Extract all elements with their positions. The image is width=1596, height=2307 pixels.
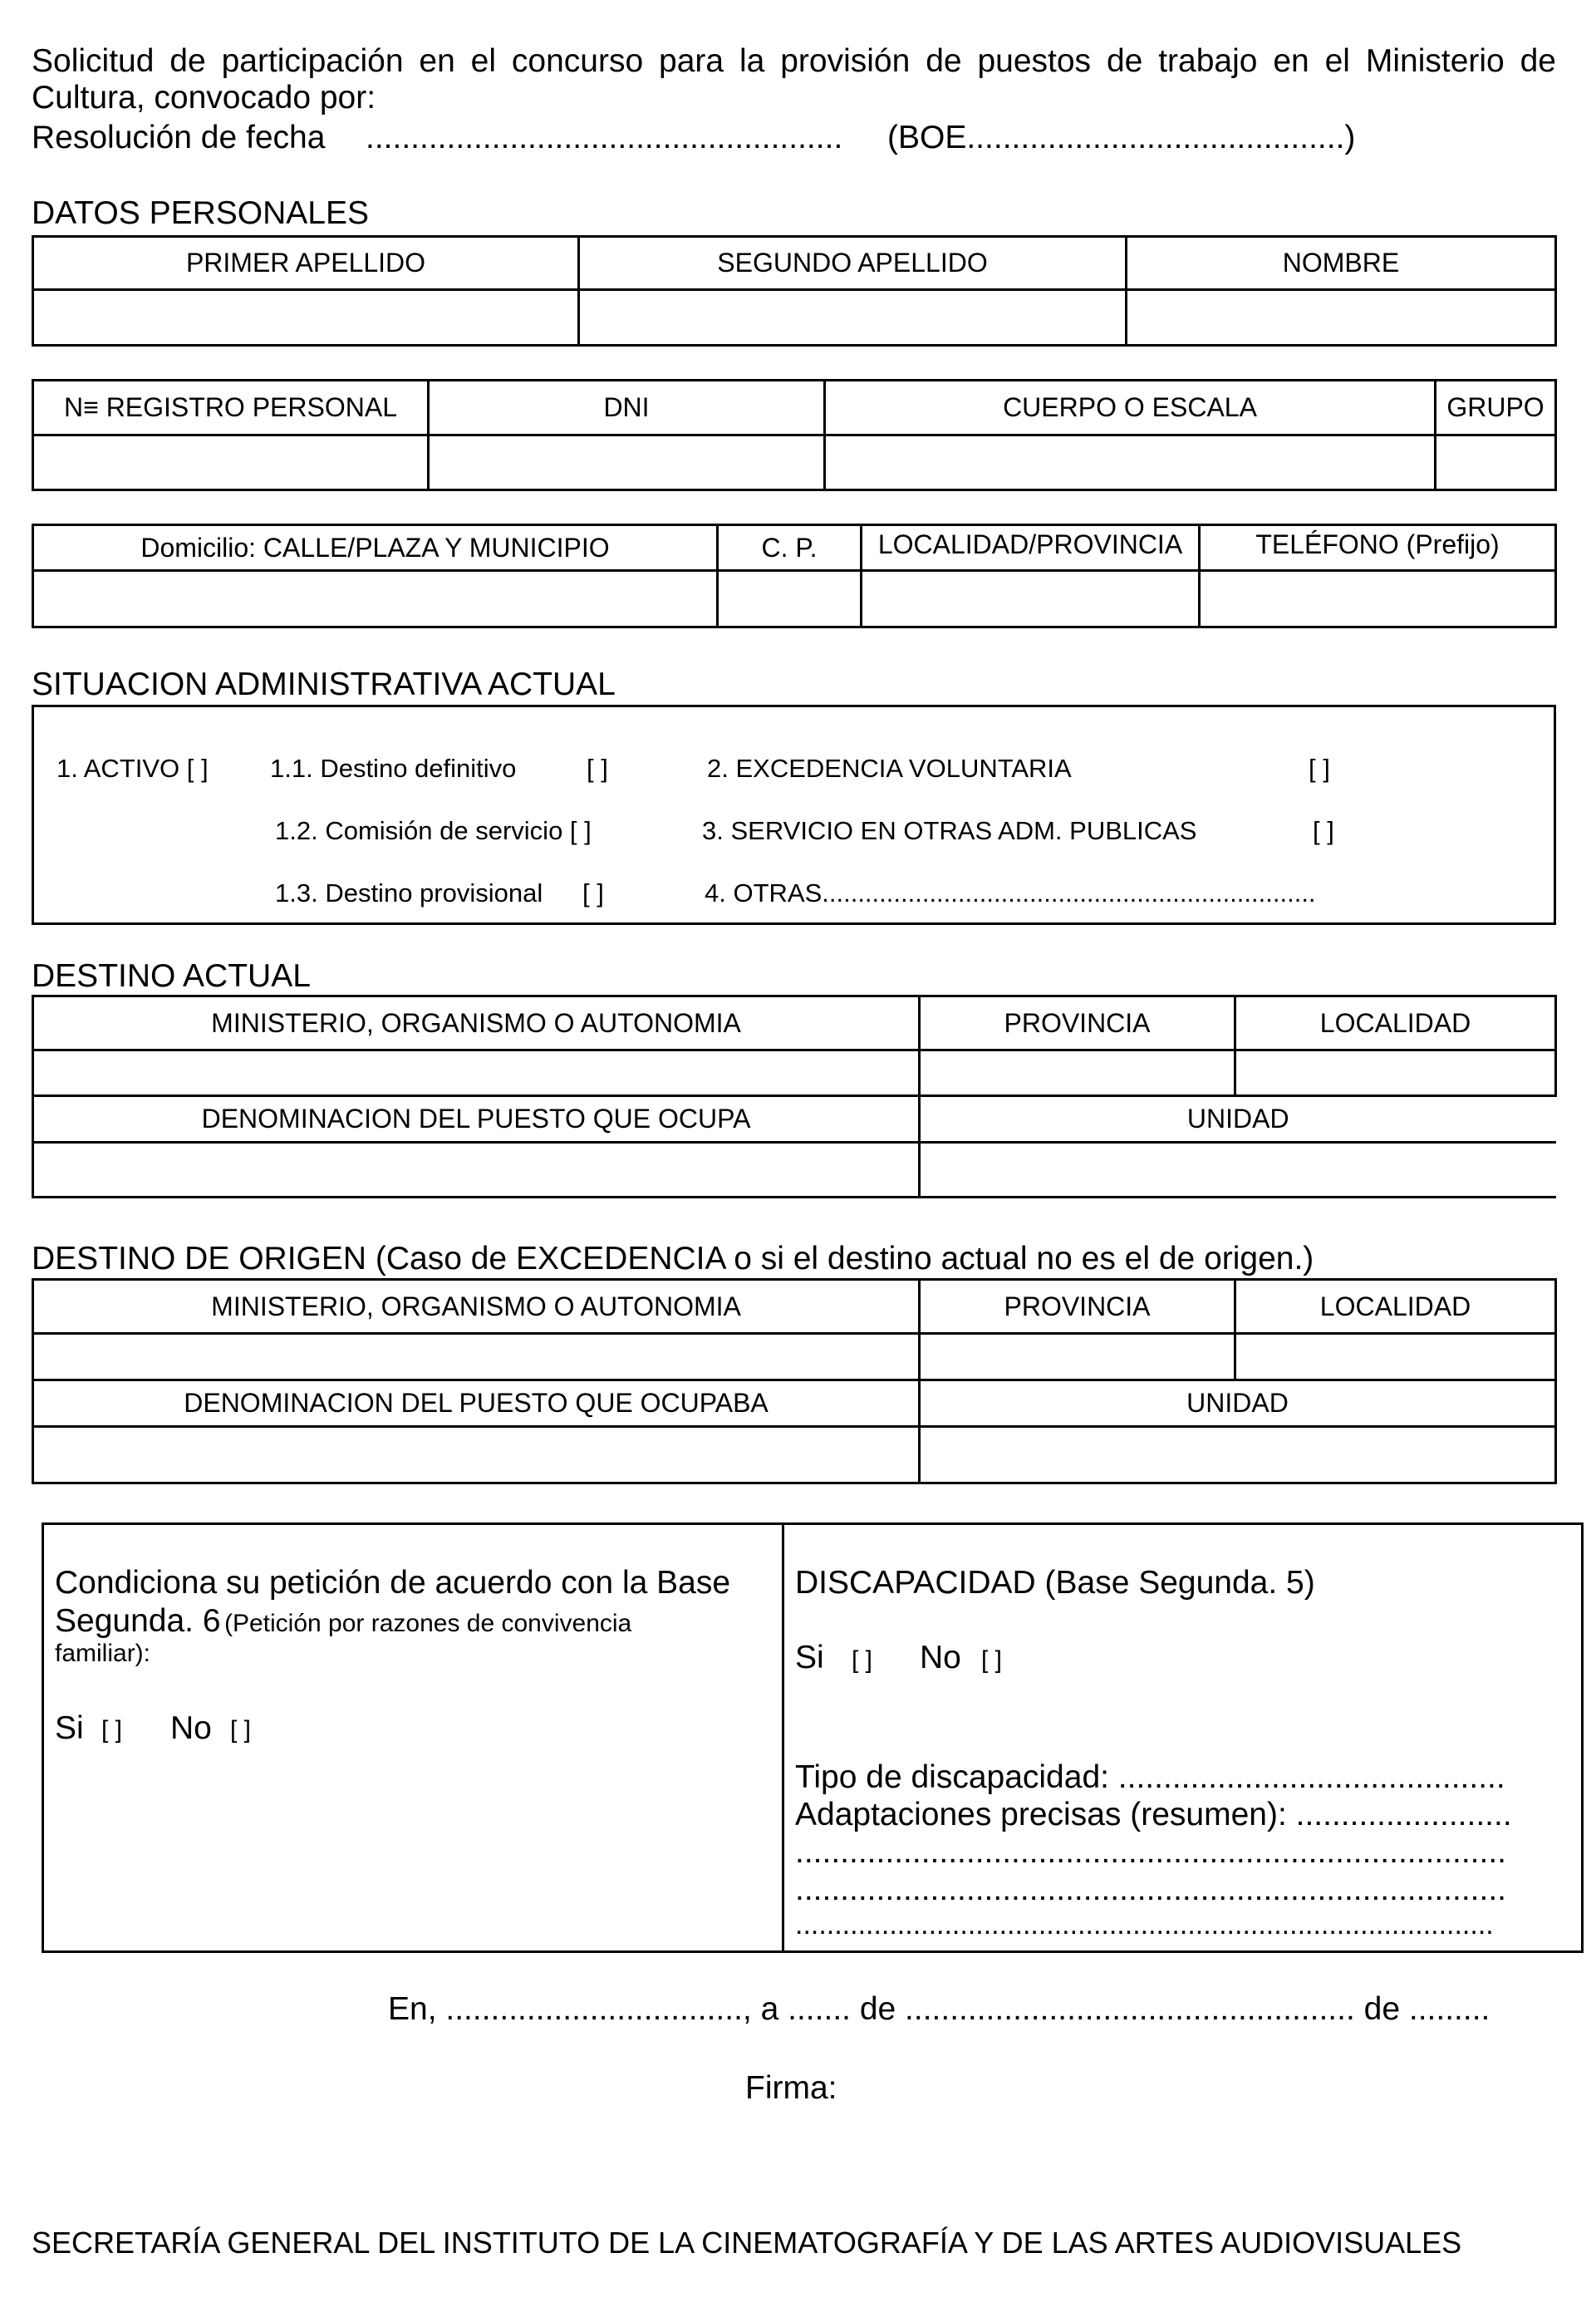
activo-option[interactable]: 1. ACTIVO [ ] (56, 754, 209, 783)
domicilio-field[interactable] (33, 571, 718, 627)
destino-provisional-checkbox[interactable]: [ ] (582, 878, 604, 908)
adaptaciones-dots-3[interactable]: ......................................................................................... (795, 1909, 1494, 1941)
registro-table (32, 379, 1557, 491)
condiciona-si-label: Si (55, 1710, 84, 1746)
domicilio-table (32, 524, 1557, 628)
primer-apellido-field[interactable] (33, 290, 579, 346)
registro-personal-header: N≡ REGISTRO PERSONAL (33, 381, 429, 435)
comision-servicio-option[interactable]: 1.2. Comisión de servicio [ ] (275, 816, 592, 845)
nombre-header: NOMBRE (1127, 237, 1556, 290)
destino-actual-title: DESTINO ACTUAL (32, 958, 311, 994)
condiciona-no-checkbox[interactable]: [ ] (230, 1716, 252, 1744)
destino-origen-title: DESTINO DE ORIGEN (Caso de EXCEDENCIA o si el destino actual no es el de origen.) (32, 1241, 1314, 1276)
cp-header: C. P. (718, 525, 862, 571)
actual-unidad-header: UNIDAD (920, 1096, 1556, 1143)
condiciona-line-3: familiar): (55, 1640, 151, 1667)
telefono-field[interactable] (1200, 571, 1556, 627)
domicilio-header: Domicilio: CALLE/PLAZA Y MUNICIPIO (33, 525, 718, 571)
origen-ministerio-header: MINISTERIO, ORGANISMO O AUTONOMIA (33, 1280, 920, 1334)
discapacidad-no-label: No (920, 1640, 961, 1675)
cuerpo-escala-header: CUERPO O ESCALA (825, 381, 1436, 435)
condiciona-note: (Petición por razones de convivencia (223, 1610, 632, 1637)
condiciona-line-2 (55, 1603, 631, 1640)
origen-denominacion-field[interactable] (33, 1427, 920, 1483)
origen-denominacion-header: DENOMINACION DEL PUESTO QUE OCUPABA (33, 1380, 920, 1427)
localidad-provincia-header: LOCALIDAD/PROVINCIA (862, 525, 1200, 571)
origen-ministerio-field[interactable] (33, 1334, 920, 1380)
condiciona-base: Segunda. 6 (55, 1603, 221, 1639)
condiciona-divider (782, 1522, 784, 1953)
actual-provincia-field[interactable] (920, 1050, 1235, 1096)
origen-localidad-field[interactable] (1235, 1334, 1556, 1380)
dni-header: DNI (429, 381, 825, 435)
otras-adm-option[interactable]: 3. SERVICIO EN OTRAS ADM. PUBLICAS (702, 816, 1197, 845)
excedencia-option[interactable]: 2. EXCEDENCIA VOLUNTARIA (707, 754, 1072, 783)
origen-provincia-header: PROVINCIA (920, 1280, 1235, 1334)
origen-localidad-header: LOCALIDAD (1235, 1280, 1556, 1334)
condiciona-no-label: No (170, 1710, 212, 1746)
grupo-field[interactable] (1436, 435, 1556, 490)
registro-personal-field[interactable] (33, 435, 429, 490)
excedencia-checkbox[interactable]: [ ] (1309, 754, 1330, 783)
destino-definitivo-checkbox[interactable]: [ ] (587, 754, 608, 783)
origen-unidad-header: UNIDAD (920, 1380, 1556, 1427)
destino-definitivo-option[interactable]: 1.1. Destino definitivo (270, 754, 517, 783)
otras-option[interactable]: 4. OTRAS..................................................................... (705, 878, 1316, 908)
actual-provincia-header: PROVINCIA (920, 996, 1235, 1050)
secretaria-general-footer: SECRETARÍA GENERAL DEL INSTITUTO DE LA CINEMATOGRAFÍA Y DE LAS ARTES AUDIOVISUALES (32, 2226, 1462, 2260)
adaptaciones-dots-1[interactable]: ............................................................................... (795, 1834, 1507, 1870)
firma-label: Firma: (745, 2070, 837, 2106)
actual-localidad-header: LOCALIDAD (1235, 996, 1556, 1050)
header-line-2: Cultura, convocado por: (32, 80, 376, 116)
adaptaciones-dots-2[interactable]: ............................................................................... (795, 1872, 1507, 1907)
discapacidad-si-checkbox[interactable]: [ ] (852, 1646, 873, 1674)
personal-names-table (32, 235, 1557, 347)
lugar-fecha-field[interactable]: En, ................................., a ....... de .................................................. de ......... (388, 1991, 1490, 2027)
actual-denominacion-field[interactable] (33, 1143, 920, 1198)
resolucion-label: Resolución de fecha (32, 120, 326, 155)
nombre-field[interactable] (1127, 290, 1556, 346)
tipo-discapacidad-field[interactable]: Tipo de discapacidad: ........................................... (795, 1759, 1505, 1795)
destino-provisional-option[interactable]: 1.3. Destino provisional (275, 878, 543, 908)
resolucion-date-field[interactable]: ..................................................... (366, 120, 843, 155)
primer-apellido-header: PRIMER APELLIDO (33, 237, 579, 290)
datos-personales-title: DATOS PERSONALES (32, 195, 370, 231)
telefono-header: TELÉFONO (Prefijo) (1200, 525, 1556, 571)
otras-adm-checkbox[interactable]: [ ] (1313, 816, 1334, 845)
origen-unidad-field[interactable] (920, 1427, 1556, 1483)
situacion-title: SITUACION ADMINISTRATIVA ACTUAL (32, 667, 616, 702)
localidad-provincia-field[interactable] (862, 571, 1200, 627)
actual-denominacion-header: DENOMINACION DEL PUESTO QUE OCUPA (33, 1096, 920, 1143)
segundo-apellido-header: SEGUNDO APELLIDO (579, 237, 1127, 290)
destino-origen-table (32, 1278, 1557, 1484)
cuerpo-escala-field[interactable] (825, 435, 1436, 490)
discapacidad-no-checkbox[interactable]: [ ] (981, 1646, 1003, 1674)
condiciona-si-checkbox[interactable]: [ ] (101, 1716, 123, 1744)
grupo-header: GRUPO (1436, 381, 1556, 435)
actual-ministerio-header: MINISTERIO, ORGANISMO O AUTONOMIA (33, 996, 920, 1050)
condiciona-line-1: Condiciona su petición de acuerdo con la Base (55, 1565, 731, 1601)
origen-provincia-field[interactable] (920, 1334, 1235, 1380)
boe-field[interactable]: (BOE..........................................) (887, 120, 1356, 155)
destino-actual-table (32, 995, 1557, 1198)
dni-field[interactable] (429, 435, 825, 490)
adaptaciones-field[interactable]: Adaptaciones precisas (resumen): ........................ (795, 1797, 1512, 1832)
header-line-1: Solicitud de participación en el concurso para la provisión de puestos de trabajo en el Ministerio de (32, 43, 1556, 79)
discapacidad-si-label: Si (795, 1640, 824, 1675)
actual-ministerio-field[interactable] (33, 1050, 920, 1096)
segundo-apellido-field[interactable] (579, 290, 1127, 346)
actual-localidad-field[interactable] (1235, 1050, 1556, 1096)
cp-field[interactable] (718, 571, 862, 627)
actual-unidad-field[interactable] (920, 1143, 1556, 1198)
discapacidad-title: DISCAPACIDAD (Base Segunda. 5) (795, 1565, 1315, 1601)
